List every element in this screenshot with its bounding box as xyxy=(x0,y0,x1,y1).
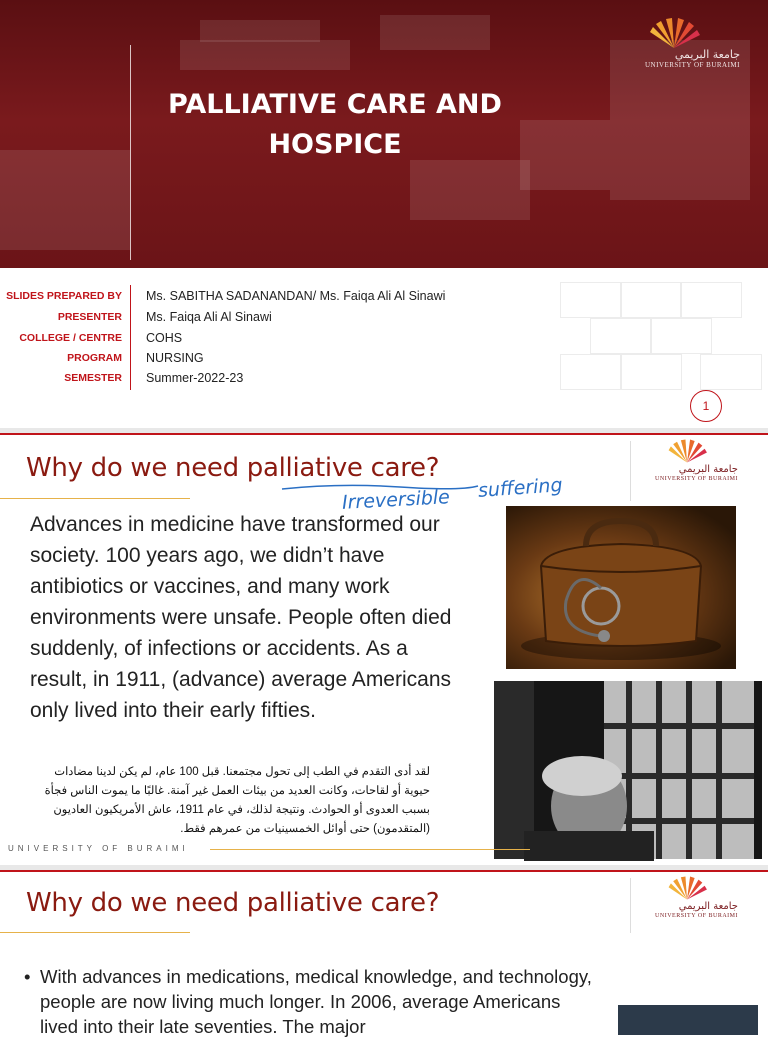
body-paragraph: Advances in medicine have transformed our society. 100 years ago, we didn’t have antibiotics or vaccines, and many work environments were unsafe. People often died suddenly, of infections or accidents. As a result, in 1911, (advance) average Americans only lived into their early fifties. xyxy=(30,513,452,722)
page-number-badge: 1 xyxy=(690,390,722,422)
presentation-info xyxy=(0,280,768,400)
slide-top-rule xyxy=(0,870,768,872)
bag-illustration xyxy=(506,506,736,669)
info-value: Summer-2022-23 xyxy=(146,371,244,385)
title-underline xyxy=(0,498,190,499)
info-row-program xyxy=(0,348,600,368)
sunburst-icon xyxy=(644,18,704,48)
title-line-1: PALLIATIVE CARE AND xyxy=(168,89,502,120)
building-shape xyxy=(520,120,610,190)
header-divider xyxy=(630,441,631,501)
bullet-text: With advances in medications, medical knowledge, and technology, people are now living much longer. In 2006, average Americans lived into their late seventies. The major xyxy=(40,966,592,1037)
university-logo xyxy=(654,439,738,482)
content-slide-2 xyxy=(0,870,768,1037)
slide-title: Why do we need palliative care? xyxy=(26,888,440,918)
title-banner xyxy=(0,0,768,268)
logo-english-text: UNIVERSITY OF BURAIMI xyxy=(655,476,738,482)
info-label: PRESENTER xyxy=(57,311,122,323)
slide-image-partial xyxy=(618,1005,758,1035)
presentation-title xyxy=(140,85,530,165)
university-logo xyxy=(654,876,738,919)
sunburst-icon xyxy=(664,439,710,463)
info-value: Ms. Faiqa Ali Al Sinawi xyxy=(146,310,272,324)
building-shape xyxy=(380,15,490,50)
info-label: SEMESTER xyxy=(64,372,122,384)
logo-english-text: UNIVERSITY OF BURAIMI xyxy=(644,61,740,69)
sunburst-icon xyxy=(664,876,710,900)
building-shape xyxy=(0,150,130,250)
info-row-college xyxy=(0,328,600,348)
info-label: SLIDES PREPARED BY xyxy=(6,290,122,302)
handwritten-note-1: Irreversible xyxy=(341,486,451,514)
info-row-presenter xyxy=(0,307,600,327)
info-value: Ms. SABITHA SADANANDAN/ Ms. Faiqa Ali Al Sinawi xyxy=(146,289,446,303)
footer-rule xyxy=(210,849,530,850)
title-slide xyxy=(0,0,768,430)
doctors-bag-image xyxy=(506,506,736,669)
info-label: PROGRAM xyxy=(67,352,122,364)
bullet-item xyxy=(24,964,594,1039)
info-value: NURSING xyxy=(146,351,204,365)
info-row-semester xyxy=(0,368,600,388)
logo-english-text: UNIVERSITY OF BURAIMI xyxy=(655,913,738,919)
title-line-2: HOSPICE xyxy=(268,129,402,160)
university-logo xyxy=(620,18,740,69)
building-shape xyxy=(180,40,350,70)
bullet-icon: • xyxy=(24,966,31,987)
logo-arabic-text: جامعة البريمي xyxy=(678,901,738,912)
info-row-prepared-by xyxy=(0,286,600,306)
arabic-translation: لقد أدى التقدم في الطب إلى تحول مجتمعنا. قبل 100 عام، لم يكن لدينا مضادات حيوية أو لقاحات، وكانت العديد من بيئات العمل غير آمنة. غالبًا ما يموت الناس فجأة بسبب العدوى أو الحوادث. ونتيجة لذلك، في عام 1911، عاش الأمريكيون العاديون (المتقدمون) حتى أوائل الخمسينيات من عمرهم فقط. xyxy=(44,766,430,835)
content-slide-1 xyxy=(0,433,768,865)
handwritten-note-2: suffering xyxy=(477,474,564,502)
info-label: COLLEGE / CENTRE xyxy=(19,332,122,344)
logo-arabic-text: جامعة البريمي xyxy=(674,48,740,61)
building-shape xyxy=(410,160,530,220)
header-divider xyxy=(630,878,631,933)
info-value: COHS xyxy=(146,331,183,345)
banner-divider xyxy=(130,45,131,260)
slide-title: Why do we need palliative care? xyxy=(26,453,440,483)
logo-arabic-text: جامعة البريمي xyxy=(678,464,738,475)
title-underline xyxy=(0,932,190,933)
footer-university-name: UNIVERSITY OF BURAIMI xyxy=(8,844,189,853)
window-portrait-illustration xyxy=(494,681,762,859)
building-shape xyxy=(200,20,320,42)
slide-top-rule xyxy=(0,433,768,435)
elderly-woman-image xyxy=(494,681,762,859)
